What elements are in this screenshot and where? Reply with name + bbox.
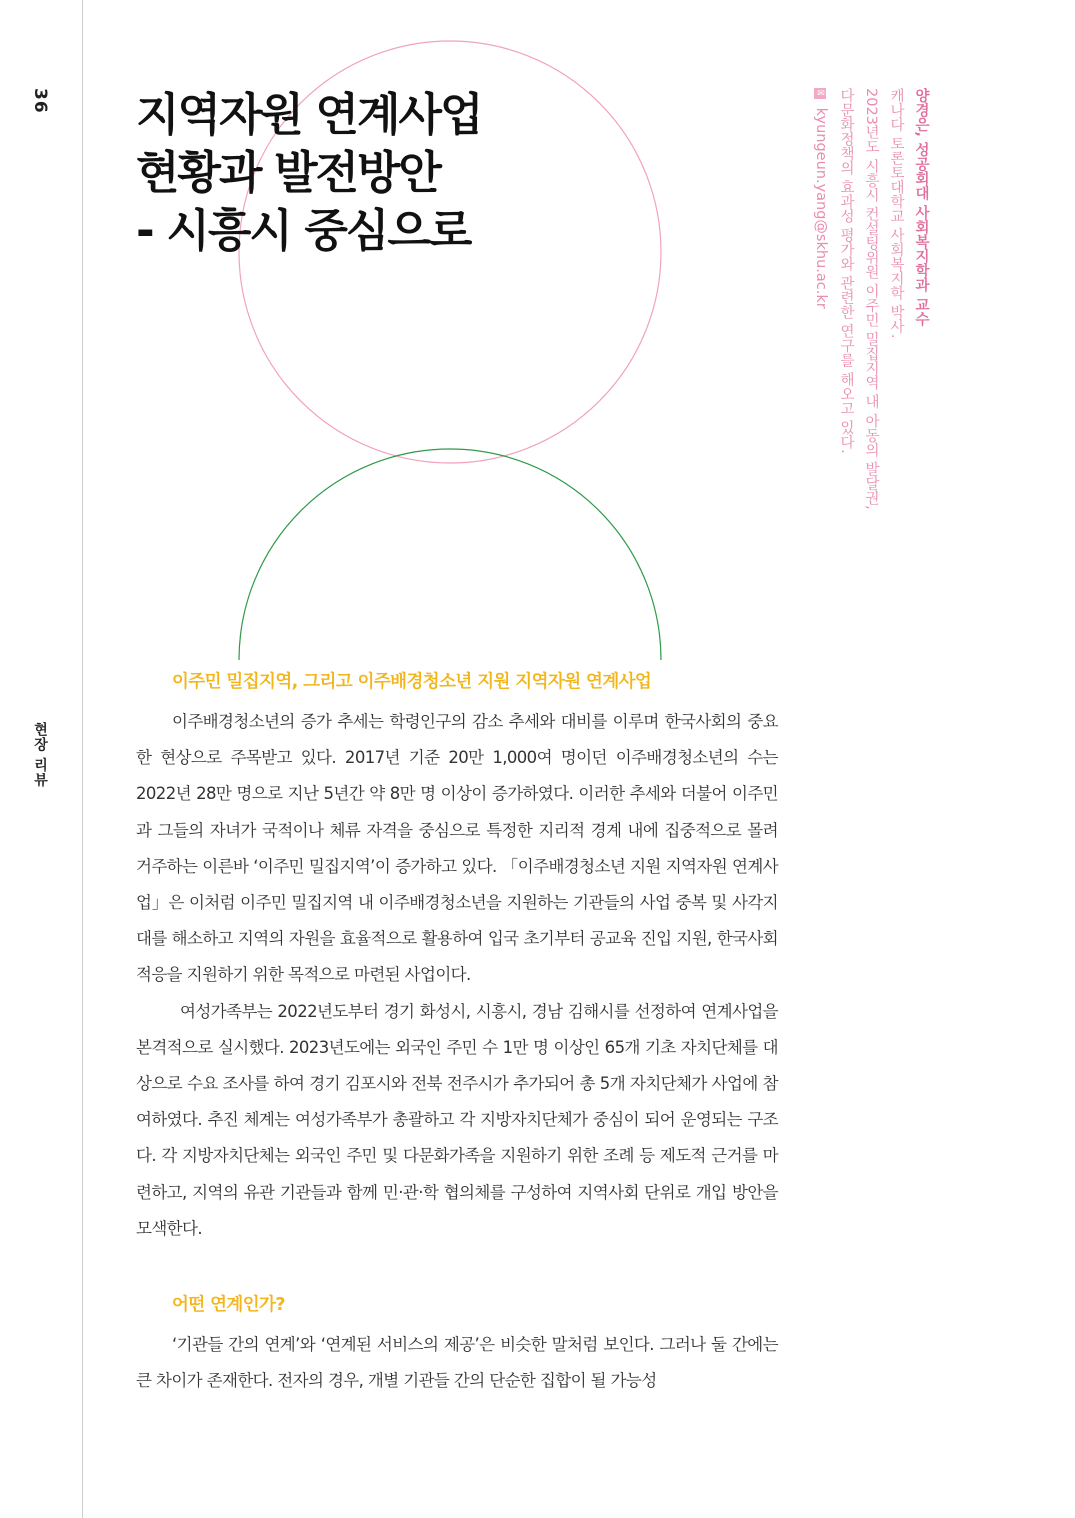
paragraph: 이주배경청소년의 증가 추세는 학령인구의 감소 추세와 대비를 이루며 한국사회의 중요한 현상으로 주목받고 있다. 2017년 기준 20만 1,000여 명이던 이주배경청소년의 수는 2022년 28만 명으로 지난 5년간 약 8만 명 이상이 증가하였다. 이러한 추세와 더불어 이주민과 그들의 자녀가 국적이나 체류 자격을 중심으로 특정한 지리적 경계 내에 집중적으로 몰려 거주하는 이른바 ‘이주민 밀집지역’이 증가하고 있다. 「이주배경청소년 지원 지역자원 연계사업」은 이처럼 이주민 밀집지역 내 이주배경청소년을 지원하는 기관들의 사업 중복 및 사각지대를 해소하고 지역의 자원을 효율적으로 활용하여 입국 초기부터 공교육 진입 지원, 한국사회 적응을 지원하기 위한 목적으로 마련된 사업이다. — [136, 712, 778, 985]
section-heading: 어떤 연계인가? — [172, 1295, 285, 1316]
title-line: - 시흥시 중심으로 — [136, 204, 471, 257]
article-title — [136, 86, 481, 260]
paragraph: 여성가족부는 2022년도부터 경기 화성시, 시흥시, 경남 김해시를 선정하여 연계사업을 본격적으로 실시했다. 2023년도에는 외국인 주민 수 1만 명 이상인 65개 기초 자치단체를 대상으로 수요 조사를 하여 경기 김포시와 전북 전주시가 추가되어 총 5개 자치단체가 사업에 참여하였다. 추진 체계는 여성가족부가 총괄하고 각 지방자치단체가 중심이 되어 운영되는 구조다. 각 지방자치단체는 외국인 주민 및 다문화가족을 지원하기 위한 조례 등 제도적 근거를 마련하고, 지역의 유관 기관들과 함께 민·관·학 협의체를 구성하여 지역사회 단위로 개입 방안을 모색한다. — [136, 1001, 778, 1238]
author-bio-line: 2023년도 시흥시 컨설팅위원 이주민 밀집지역 내 아동의 발달권, — [863, 88, 879, 510]
mail-icon: ✉ — [816, 88, 826, 99]
author-email[interactable]: kyungeun.yang@skhu.ac.kr — [813, 107, 829, 309]
article-body — [136, 660, 778, 1399]
author-bio-line: 캐나다 토론토대학교 사회복지학 박사. — [888, 88, 904, 339]
author-name: 양경은, 성공회대 사회복지학과 교수 — [913, 88, 929, 327]
section-heading: 이주민 밀집지역, 그리고 이주배경청소년 지원 지역자원 연계사업 — [172, 672, 652, 692]
author-bio-line: 다문화정책의 효과성 평가와 관련한 연구를 해오고 있다. — [838, 88, 854, 454]
green-arc — [239, 449, 661, 660]
title-line: 지역자원 연계사업 — [136, 88, 482, 141]
title-line: 현황과 발전방안 — [136, 146, 440, 199]
paragraph: ‘기관들 간의 연계’와 ‘연계된 서비스의 제공’은 비슷한 말처럼 보인다. 그러나 둘 간에는 큰 차이가 존재한다. 전자의 경우, 개별 기관들 간의 단순한 집합이 될 가능성 — [136, 1335, 778, 1391]
author-info — [808, 88, 933, 528]
author-email-row — [808, 88, 833, 528]
section-label: 현장 리뷰 — [32, 722, 48, 788]
page-number: 36 — [30, 88, 50, 114]
